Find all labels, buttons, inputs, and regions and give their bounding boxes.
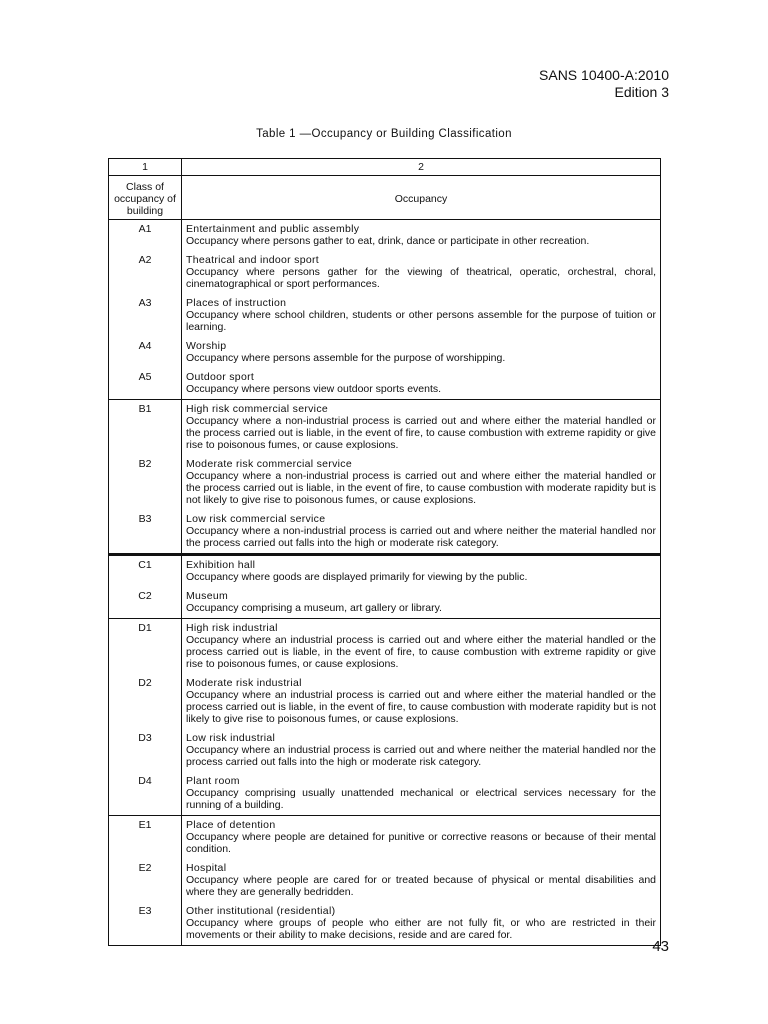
table-row bbox=[109, 455, 661, 510]
occupancy-description bbox=[182, 772, 661, 816]
occupancy-text: Occupancy where persons gather for the viewing of theatrical, operatic, orchestral, choral, cinematographical or sport performances. bbox=[186, 266, 656, 290]
occupancy-name: Museum bbox=[186, 590, 229, 602]
table-row bbox=[109, 816, 661, 860]
occupancy-class-code: A2 bbox=[109, 251, 182, 294]
occupancy-name: Place of detention bbox=[186, 819, 276, 831]
occupancy-text: Occupancy where a non-industrial process is carried out and where either the material handled or the process carried out is liable, in the event of fire, to cause combustion with extreme rapidity or give rise to poisonous fumes, or cause explosions. bbox=[186, 415, 656, 451]
table-row bbox=[109, 729, 661, 772]
occupancy-class-code: D2 bbox=[109, 674, 182, 729]
column-number-2: 2 bbox=[182, 159, 661, 176]
occupancy-description bbox=[182, 510, 661, 555]
occupancy-text: Occupancy comprising usually unattended mechanical or electrical services necessary for the running of a building. bbox=[186, 787, 656, 811]
column-number-row bbox=[109, 159, 661, 176]
occupancy-text: Occupancy where people are detained for punitive or corrective reasons or because of their mental condition. bbox=[186, 831, 656, 855]
table-row bbox=[109, 587, 661, 619]
occupancy-class-code: E1 bbox=[109, 816, 182, 860]
occupancy-name: Exhibition hall bbox=[186, 559, 256, 571]
table-row bbox=[109, 859, 661, 902]
occupancy-description bbox=[182, 729, 661, 772]
occupancy-description bbox=[182, 400, 661, 456]
occupancy-description bbox=[182, 587, 661, 619]
occupancy-class-code: E3 bbox=[109, 902, 182, 946]
column-header-class: Class of occupancy of building bbox=[109, 176, 182, 220]
occupancy-text: Occupancy where school children, students or other persons assemble for the purpose of tuition or learning. bbox=[186, 309, 656, 333]
occupancy-text: Occupancy where an industrial process is carried out and where either the material handled or the process carried out is liable, in the event of fire, to cause combustion with moderate rapidity but is not likely to give rise to poisonous fumes, or cause explosions. bbox=[186, 689, 656, 725]
occupancy-name: Hospital bbox=[186, 862, 227, 874]
occupancy-text: Occupancy where people are cared for or treated because of physical or mental disabilities and where they are generally bedridden. bbox=[186, 874, 656, 898]
occupancy-name: High risk commercial service bbox=[186, 403, 329, 415]
occupancy-class-code: B2 bbox=[109, 455, 182, 510]
occupancy-class-code: E2 bbox=[109, 859, 182, 902]
occupancy-classification-table bbox=[108, 158, 661, 946]
occupancy-description bbox=[182, 555, 661, 588]
occupancy-class-code: D3 bbox=[109, 729, 182, 772]
occupancy-text: Occupancy where an industrial process is carried out and where neither the material handled nor the process carried out falls into the high or moderate risk category. bbox=[186, 744, 656, 768]
table-row bbox=[109, 902, 661, 946]
occupancy-description bbox=[182, 902, 661, 946]
occupancy-name: Moderate risk commercial service bbox=[186, 458, 352, 470]
occupancy-text: Occupancy where persons assemble for the purpose of worshipping. bbox=[186, 352, 506, 364]
occupancy-description bbox=[182, 674, 661, 729]
occupancy-name: High risk industrial bbox=[186, 622, 278, 634]
occupancy-description bbox=[182, 368, 661, 400]
occupancy-text: Occupancy where a non-industrial process is carried out and where neither the material handled nor the process carried out falls into the high or moderate risk category. bbox=[186, 525, 656, 549]
occupancy-name: Theatrical and indoor sport bbox=[186, 254, 320, 266]
occupancy-description bbox=[182, 816, 661, 860]
occupancy-name: Plant room bbox=[186, 775, 240, 787]
occupancy-text: Occupancy where persons view outdoor sports events. bbox=[186, 383, 442, 395]
occupancy-description bbox=[182, 220, 661, 252]
occupancy-name: Worship bbox=[186, 340, 227, 352]
occupancy-text: Occupancy comprising a museum, art gallery or library. bbox=[186, 602, 442, 614]
occupancy-class-code: D1 bbox=[109, 619, 182, 675]
table-row bbox=[109, 251, 661, 294]
occupancy-name: Outdoor sport bbox=[186, 371, 255, 383]
table-row bbox=[109, 400, 661, 456]
occupancy-name: Moderate risk industrial bbox=[186, 677, 302, 689]
column-label-row bbox=[109, 176, 661, 220]
occupancy-name: Low risk commercial service bbox=[186, 513, 326, 525]
occupancy-name: Entertainment and public assembly bbox=[186, 223, 360, 235]
column-header-occupancy: Occupancy bbox=[182, 176, 661, 220]
occupancy-description bbox=[182, 455, 661, 510]
page-number: 43 bbox=[652, 938, 669, 955]
occupancy-class-code: A3 bbox=[109, 294, 182, 337]
document-header bbox=[539, 67, 669, 101]
table-caption: Table 1 —Occupancy or Building Classification bbox=[256, 128, 512, 140]
standard-number: SANS 10400-A:2010 bbox=[539, 67, 669, 83]
occupancy-class-code: B3 bbox=[109, 510, 182, 555]
occupancy-class-code: A4 bbox=[109, 337, 182, 368]
occupancy-name: Other institutional (residential) bbox=[186, 905, 336, 917]
column-number-1: 1 bbox=[109, 159, 182, 176]
occupancy-description bbox=[182, 251, 661, 294]
table-row bbox=[109, 368, 661, 400]
table-row bbox=[109, 220, 661, 252]
table-row bbox=[109, 772, 661, 816]
occupancy-text: Occupancy where goods are displayed primarily for viewing by the public. bbox=[186, 571, 528, 583]
occupancy-description bbox=[182, 294, 661, 337]
occupancy-description bbox=[182, 337, 661, 368]
occupancy-text: Occupancy where groups of people who either are not fully fit, or who are restricted in their movements or their ability to make decisions, reside and are cared for. bbox=[186, 917, 656, 941]
table-row bbox=[109, 674, 661, 729]
occupancy-name: Places of instruction bbox=[186, 297, 287, 309]
occupancy-description bbox=[182, 619, 661, 675]
occupancy-text: Occupancy where a non-industrial process is carried out and where either the material handled or the process carried out is liable, in the event of fire, to cause combustion with moderate rapidity but is not likely to give rise to poisonous fumes, or cause explosions. bbox=[186, 470, 656, 506]
occupancy-class-code: C2 bbox=[109, 587, 182, 619]
occupancy-name: Low risk industrial bbox=[186, 732, 276, 744]
occupancy-class-code: B1 bbox=[109, 400, 182, 456]
edition-label: Edition 3 bbox=[614, 84, 669, 100]
table-row bbox=[109, 619, 661, 675]
occupancy-class-code: A1 bbox=[109, 220, 182, 252]
table-row bbox=[109, 337, 661, 368]
occupancy-class-code: C1 bbox=[109, 555, 182, 588]
occupancy-description bbox=[182, 859, 661, 902]
table-row bbox=[109, 510, 661, 555]
occupancy-class-code: D4 bbox=[109, 772, 182, 816]
occupancy-text: Occupancy where persons gather to eat, drink, dance or participate in other recreation. bbox=[186, 235, 590, 247]
table-row bbox=[109, 294, 661, 337]
table-row bbox=[109, 555, 661, 588]
occupancy-class-code: A5 bbox=[109, 368, 182, 400]
occupancy-text: Occupancy where an industrial process is carried out and where either the material handled or the process carried out is liable, in the event of fire, to cause combustion with extreme rapidity or give rise to poisonous fumes, or cause explosions. bbox=[186, 634, 656, 670]
